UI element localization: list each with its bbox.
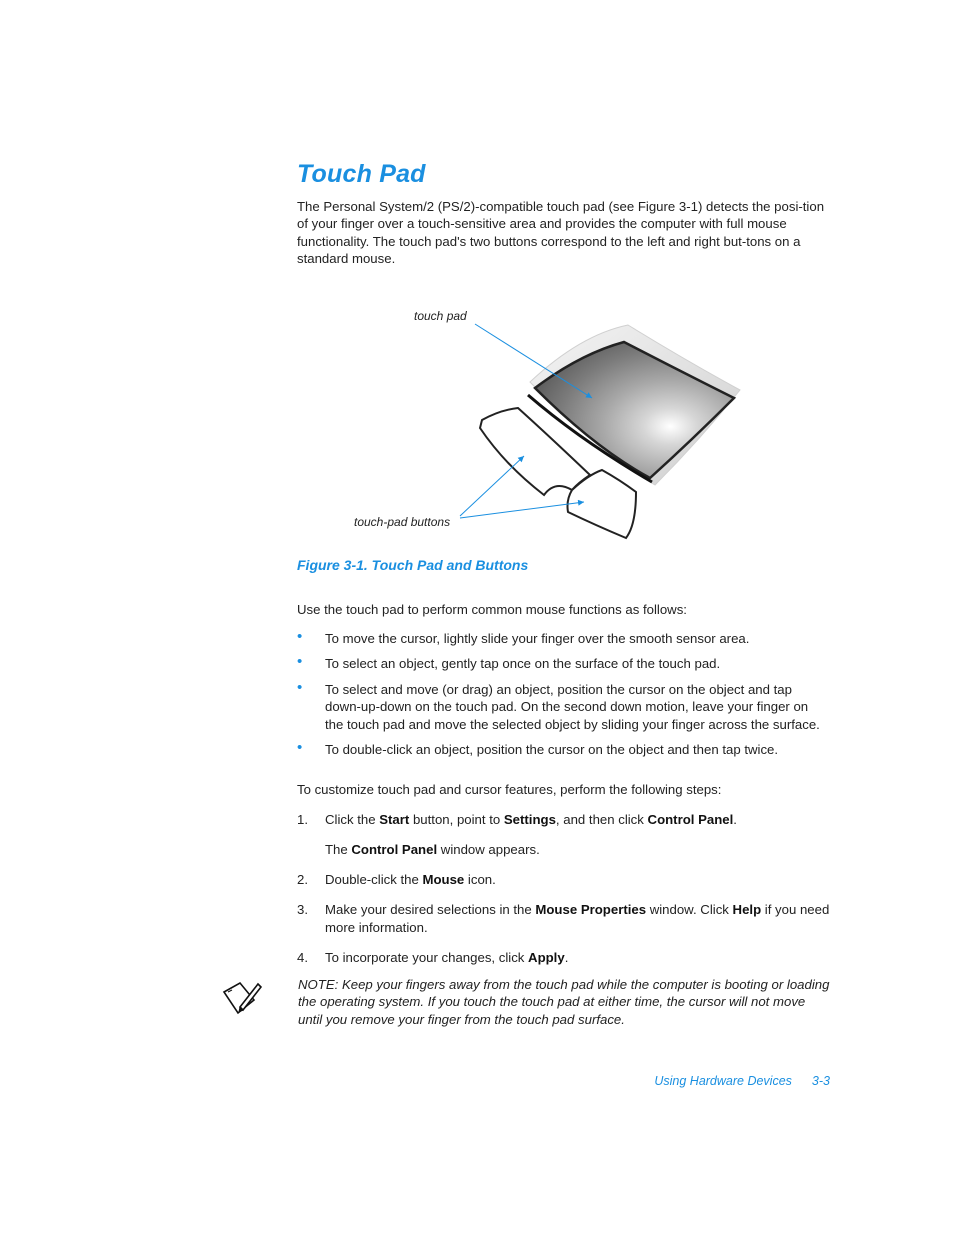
- customize-intro: To customize touch pad and cursor features, perform the following steps:: [297, 782, 722, 797]
- step-1-result: The Control Panel window appears.: [325, 842, 540, 858]
- page-title: Touch Pad: [297, 160, 426, 188]
- figure-caption: Figure 3-1. Touch Pad and Buttons: [297, 557, 529, 573]
- step-3: 3. Make your desired selections in the Mouse Properties window. Click Help if you need more information.: [297, 902, 830, 935]
- bullet-dot-icon: •: [297, 739, 303, 757]
- step-1: 1. Click the Start button, point to Settings, and then click Control Panel.: [297, 812, 737, 827]
- bullet-dot-icon: •: [297, 678, 303, 696]
- list-item: • To select an object, gently tap once on the surface of the touch pad.: [297, 653, 721, 672]
- step-2: 2. Double-click the Mouse icon.: [297, 871, 496, 887]
- uses-intro: Use the touch pad to perform common mouse functions as follows:: [297, 602, 687, 617]
- bullet-dot-icon: •: [297, 653, 303, 671]
- step-4: 4. To incorporate your changes, click Apply.: [297, 950, 569, 966]
- figure-touch-pad: [340, 280, 820, 550]
- footer-page-number: 3-3: [811, 1074, 830, 1088]
- list-item: • To select and move (or drag) an object, position the cursor on the object and tap down-up-down on the touch pad. On the second down motion, leave your finger on the touch pad and move the selected object by sliding your finger across the surface.: [297, 678, 820, 732]
- note-text: NOTE: Keep your fingers away from the touch pad while the computer is booting or loading the operating system. If you touch the touch pad at either time, the cursor will not move until you remove your finger from the touch pad surface.: [298, 977, 830, 1027]
- list-item: • To double-click an object, position the cursor on the object and then tap twice.: [297, 739, 779, 758]
- footer-section: Using Hardware Devices: [654, 1074, 792, 1088]
- label-touch-pad-buttons: touch-pad buttons: [354, 515, 451, 529]
- touch-pad-illustration: [340, 280, 820, 550]
- label-touch-pad: touch pad: [414, 309, 467, 323]
- page-footer: [560, 1074, 830, 1088]
- usage-list: [297, 630, 830, 766]
- intro-paragraph: The Personal System/2 (PS/2)-compatible touch pad (see Figure 3-1) detects the posi-tion of your finger over a touch-sensitive area and provides the computer with full mouse functionality. The touch pad's two buttons correspond to the left and right but-tons on a standard mouse.: [297, 199, 825, 267]
- steps-list: [297, 811, 830, 966]
- list-item: • To move the cursor, lightly slide your finger over the smooth sensor area.: [297, 628, 750, 646]
- note-pencil-icon: [222, 980, 262, 1016]
- bullet-dot-icon: •: [297, 628, 303, 645]
